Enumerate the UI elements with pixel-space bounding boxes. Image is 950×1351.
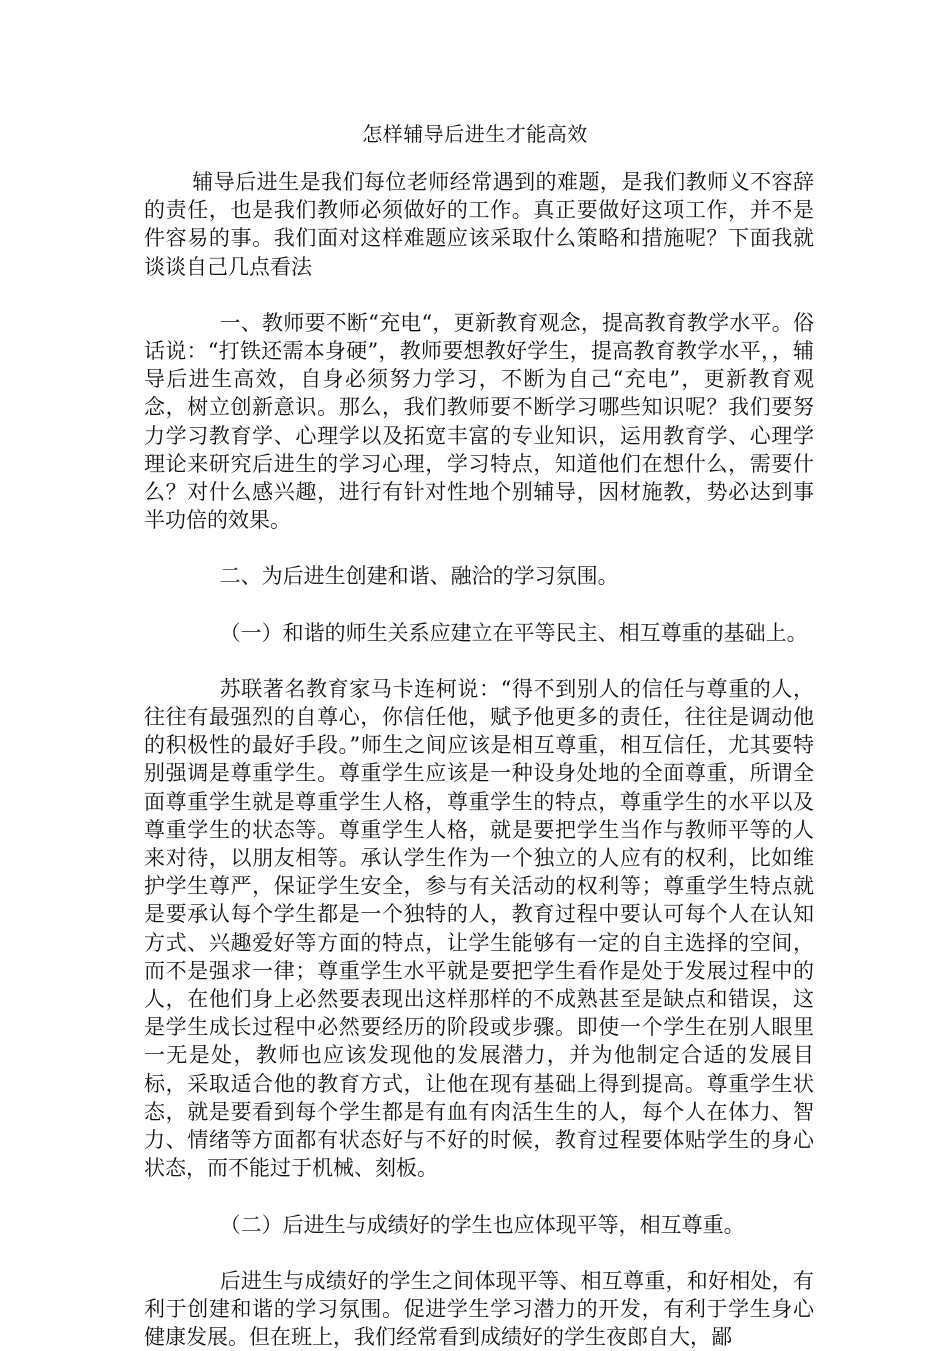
respect-paragraph: 苏联著名教育家马卡连柯说：“得不到别人的信任与尊重的人，往往有最强烈的自尊心，你信任他，赋予他更多的责任，往往是调动他的积极性的最好手段。”师生之间应该是相互尊重，相互信任，尤其要特别强调是尊重学生。尊重学生应该是一种设身处地的全面尊重，所谓全面尊重学生就是尊重学生人格，尊重学生的特点，尊重学生的水平以及尊重学生的状态等。尊重学生人格，就是要把学生当作与教师平等的人来对待，以朋友相等。承认学生作为一个独立的人应有的权利，比如维护学生尊严，保证学生安全，参与有关活动的权利等；尊重学生特点就是要承认每个学生都是一个独特的人，教育过程中要认可每个人在认知方式、兴趣爱好等方面的特点，让学生能够有一定的自主选择的空间，而不是强求一律；尊重学生水平就是要把学生看作是处于发展过程中的人，在他们身上必然要表现出这样那样的不成熟甚至是缺点和错误，这是学生成长过程中必然要经历的阶段或步骤。即使一个学生在别人眼里一无是处，教师也应该发现他的发展潜力，并为他制定合适的发展目标，采取适合他的教育方式，让他在现有基础上得到提高。尊重学生状态，就是要看到每个学生都是有血有肉活生生的人，每个人在体力、智力、情绪等方面都有状态好与不好的时候，教育过程要体贴学生的身心状态，而不能过于机械、刻板。 — [144, 676, 814, 1181]
document-body — [144, 168, 814, 1351]
paragraph-gap — [144, 1239, 814, 1267]
subsection-one-heading: （一）和谐的师生关系应建立在平等民主、相互尊重的基础上。 — [219, 620, 808, 645]
intro-paragraph: 辅导后进生是我们每位老师经常遇到的难题，是我们教师义不容辞的责任，也是我们教师必须做好的工作。真正要做好这项工作，并不是件容易的事。我们面对这样难题应该采取什么策略和措施呢？下面我就谈谈自己几点看法 — [144, 170, 814, 279]
paragraph-gap — [144, 647, 814, 675]
section-two-heading: 二、为后进生创建和谐、融洽的学习氛围。 — [219, 564, 619, 589]
document-title: 怎样辅导后进生才能高效 — [362, 122, 588, 146]
subsection-two-heading: （二）后进生与成绩好的学生也应体现平等，相互尊重。 — [219, 1212, 745, 1237]
peer-equality-paragraph: 后进生与成绩好的学生之间体现平等、相互尊重，和好相处，有利于创建和谐的学习氛围。促进学生学习潜力的开发，有利于学生身心健康发展。但在班上，我们经常看到成绩好的学生夜郎自大，鄙 — [144, 1268, 814, 1350]
paragraph-gap — [144, 534, 814, 562]
section-one-paragraph: 一、教师要不断“充电“，更新教育观念，提高教育教学水平。俗话说：“打铁还需本身硬”，教师要想教好学生，提高教育教学水平，，辅导后进生高效，自身必须努力学习，不断为自己“充电”，更新教育观念，树立创新意识。那么，我们教师要不断学习哪些知识呢？我们要努力学习教育学、心理学以及拓宽丰富的专业知识，运用教育学、心理学理论来研究后进生的学习心理，学习特点，知道他们在想什么，需要什么？对什么感兴趣，进行有针对性地个别辅导，因材施教，势必达到事半功倍的效果。 — [144, 310, 814, 533]
paragraph-gap — [144, 591, 814, 619]
paragraph-gap — [144, 281, 814, 309]
paragraph-gap — [144, 1183, 814, 1211]
